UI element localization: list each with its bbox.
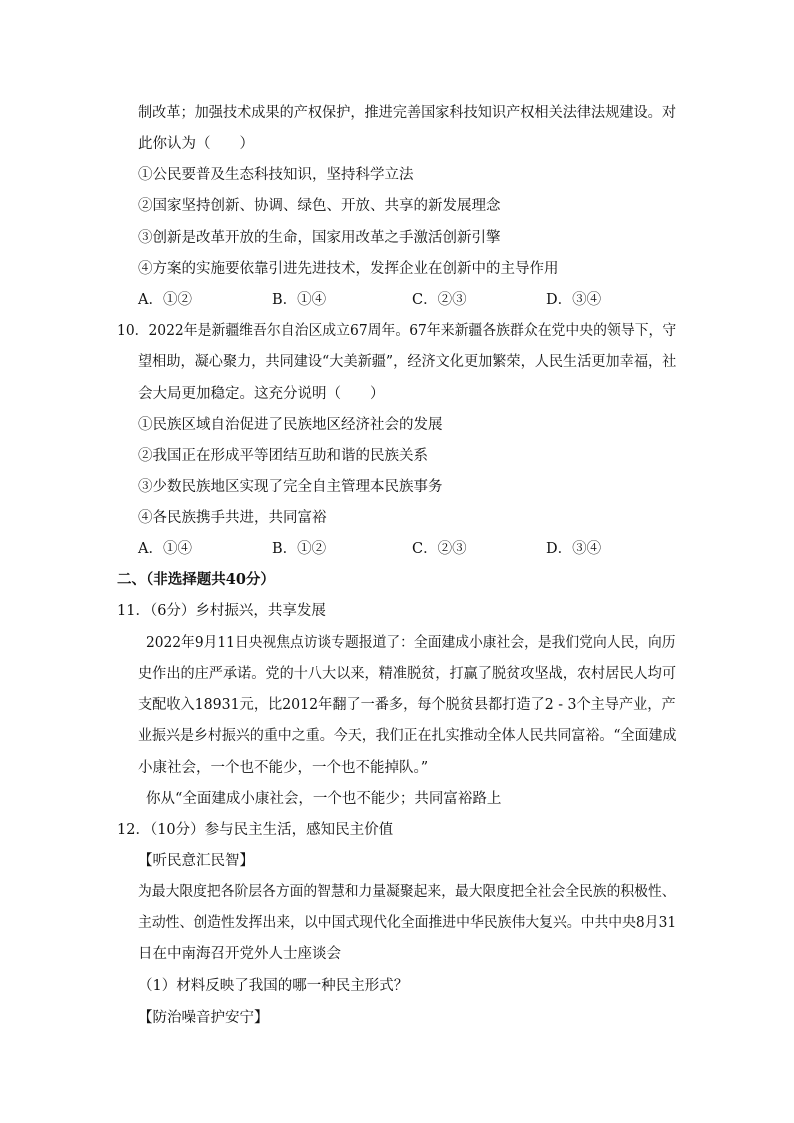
q9-option-a[interactable]: A．①② bbox=[138, 292, 192, 308]
q9-option-b[interactable]: B．①④ bbox=[272, 292, 327, 308]
q12-line-2: 主动性、创造性发挥出来，以中国式现代化全面推进中华民族伟大复兴。中共中央8月31 bbox=[138, 915, 677, 931]
q12-question-1: （1）材料反映了我国的哪一种民主形式？ bbox=[138, 978, 409, 994]
q9-item-1: ①公民要普及生态科技知识，坚持科学立法 bbox=[138, 167, 414, 183]
q9-options bbox=[138, 290, 698, 310]
q10-option-c[interactable]: C．②③ bbox=[412, 541, 467, 557]
q12-subheading-1: 【听民意汇民智】 bbox=[138, 853, 254, 869]
q10-item-3: ③少数民族地区实现了完全自主管理本民族事务 bbox=[138, 479, 443, 495]
q10-stem-line-1: 10．2022年是新疆维吾尔自治区成立67周年。67年来新疆各族群众在党中央的领导下，守 bbox=[117, 323, 677, 339]
q9-option-d[interactable]: D．③④ bbox=[546, 292, 602, 308]
q9-item-2: ②国家坚持创新、协调、绿色、开放、共享的新发展理念 bbox=[138, 198, 501, 214]
q10-stem-line-3: 会大局更加稳定。这充分说明（ ） bbox=[138, 386, 385, 402]
q10-item-4: ④各民族携手共进，共同富裕 bbox=[138, 510, 327, 526]
q12-subheading-2: 【防治噪音护安宁】 bbox=[138, 1010, 269, 1026]
q10-stem-line-2: 望相助，凝心聚力，共同建设“大美新疆”，经济文化更加繁荣，人民生活更加幸福，社 bbox=[138, 354, 677, 370]
q9-option-c[interactable]: C．②③ bbox=[412, 292, 467, 308]
q10-options bbox=[138, 539, 698, 559]
q11-line-4: 业振兴是乡村振兴的重中之重。今天，我们正在扎实推动全体人民共同富裕。“全面建成 bbox=[138, 728, 677, 744]
q9-item-3: ③创新是改革开放的生命，国家用改革之手激活创新引擎 bbox=[138, 230, 501, 246]
q11-title: 11．（6分）乡村振兴，共享发展 bbox=[117, 603, 326, 619]
q9-item-4: ④方案的实施要依靠引进先进技术，发挥企业在创新中的主导作用 bbox=[138, 261, 559, 277]
q11-line-5: 小康社会，一个也不能少，一个也不能掉队。” bbox=[138, 760, 429, 776]
q11-line-2: 史作出的庄严承诺。党的十八大以来，精准脱贫，打赢了脱贫攻坚战，农村居民人均可 bbox=[138, 666, 676, 682]
q11-line-3: 支配收入18931元，比2012年翻了一番多，每个脱贫县都打造了2 - 3个主导产业，产 bbox=[138, 697, 676, 713]
q11-line-1: 2022年9月11日央视焦点访谈专题报道了：全面建成小康社会，是我们党向人民，向历 bbox=[146, 635, 676, 651]
q12-line-1: 为最大限度把各阶层各方面的智慧和力量凝聚起来，最大限度把全社会全民族的积极性、 bbox=[138, 884, 676, 900]
q10-option-d[interactable]: D．③④ bbox=[546, 541, 602, 557]
q12-title: 12．（10分）参与民主生活，感知民主价值 bbox=[117, 822, 394, 838]
section-2-heading: 二、（非选择题共40分） bbox=[117, 571, 275, 588]
q10-item-2: ②我国正在形成平等团结互助和谐的民族关系 bbox=[138, 448, 428, 464]
q12-line-3: 日在中南海召开党外人士座谈会 bbox=[138, 946, 341, 962]
q10-item-1: ①民族区域自治促进了民族地区经济社会的发展 bbox=[138, 417, 443, 433]
q11-line-6: 你从“全面建成小康社会，一个也不能少；共同富裕路上 bbox=[146, 791, 502, 807]
q10-option-b[interactable]: B．①② bbox=[272, 541, 327, 557]
q10-option-a[interactable]: A．①④ bbox=[138, 541, 192, 557]
q9-stem-line-1: 制改革；加强技术成果的产权保护，推进完善国家科技知识产权相关法律法规建设。对 bbox=[138, 105, 676, 121]
q9-stem-line-2: 此你认为（ ） bbox=[138, 136, 254, 152]
